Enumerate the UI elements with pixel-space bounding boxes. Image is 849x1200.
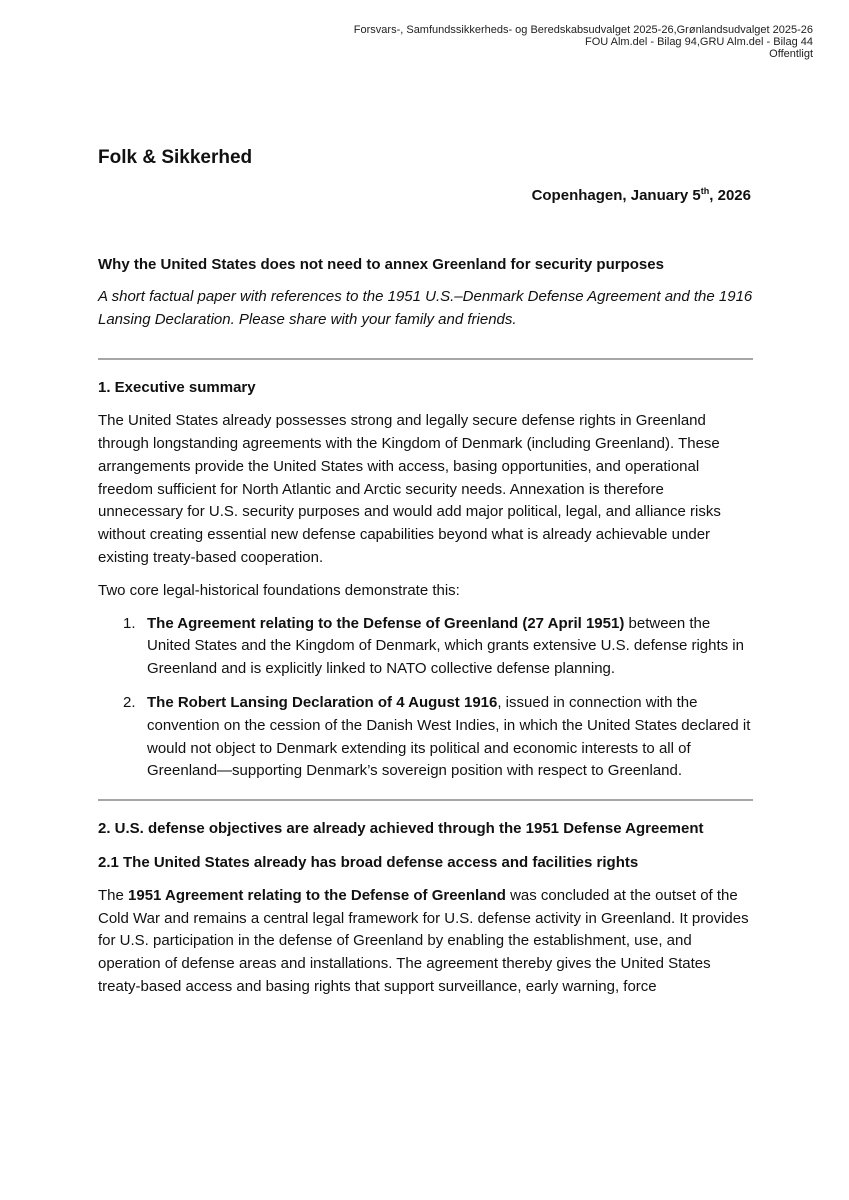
list-item-text: between the United States and the Kingdom of Denmark, which grants extensive U.S. defense rights in Greenland and is explicitly linked to NATO collective defense planning. [147, 614, 744, 678]
list-item-title: The Robert Lansing Declaration of 4 August 1916 [147, 693, 498, 711]
document-body [98, 254, 753, 999]
stamp-line-annex: FOU Alm.del - Bilag 94,GRU Alm.del - Bilag 44 [584, 36, 813, 48]
dateline [532, 187, 751, 204]
stamp-line-status: Offentligt [769, 48, 813, 60]
section-divider [98, 358, 753, 360]
section-2-heading: 2. U.S. defense objectives are already achieved through the 1951 Defense Agreement [98, 820, 704, 838]
list-item [98, 692, 753, 783]
list-item-number: 1. [123, 614, 136, 632]
foundations-list [98, 613, 753, 784]
executive-summary-paragraph: The United States already possesses strong and legally secure defense rights in Greenland through longstanding agreements with the Kingdom of Denmark (including Greenland). These arrangements provide the United States with access, basing opportunities, and operational freedom sufficient for North Atlantic and Arctic security needs. Annexation is therefore unnecessary for U.S. security purposes and would add major political, legal, and alliance risks without creating essential new defense capabilities beyond what is already achievable under existing treaty-based cooperation. [98, 412, 721, 566]
list-item-title: The Agreement relating to the Defense of Greenland (27 April 1951) [147, 614, 625, 632]
section-divider [98, 799, 753, 801]
list-item-number: 2. [123, 693, 136, 711]
list-item-text: , issued in connection with the convention on the cession of the Danish West Indies, in which the United States declared it would not object to Denmark extending its political and economic interests to all of Greenland—supporting Denmark’s sovereign position with respect to Greenland. [147, 693, 751, 780]
date-prefix: Copenhagen, January 5 [531, 187, 701, 204]
organization-name: Folk & Sikkerhed [98, 147, 253, 168]
list-item [98, 613, 753, 681]
date-ordinal: th [700, 186, 710, 196]
subsection-2-1-heading: 2.1 The United States already has broad defense access and facilities rights [98, 853, 639, 871]
stamp-line-committees: Forsvars-, Samfundssikkerheds- og Beredskabsudvalget 2025-26,Grønlandsudvalget 2025-26 [353, 24, 813, 36]
agreement-name: 1951 Agreement relating to the Defense of Greenland [128, 886, 506, 904]
paragraph-lead: The [98, 886, 129, 904]
document-title: Why the United States does not need to annex Greenland for security purposes [98, 256, 664, 273]
foundations-intro: Two core legal-historical foundations demonstrate this: [98, 581, 460, 599]
document-subtitle: A short factual paper with references to the 1951 U.S.–Denmark Defense Agreement and the 1916 Lansing Declaration. Please share with your family and friends. [98, 287, 753, 328]
date-suffix: , 2026 [709, 187, 751, 204]
subsection-2-1-paragraph [98, 885, 753, 999]
document-stamp [354, 24, 813, 60]
section-1-heading: 1. Executive summary [98, 379, 256, 397]
paragraph-text: was concluded at the outset of the Cold War and remains a central legal framework for U.S. defense activity in Greenland. It provides for U.S. participation in the defense of Greenland by enabling the establishment, use, and operation of defense areas and installations. The agreement thereby gives the United States treaty-based access and basing rights that support surveillance, early warning, force [98, 886, 749, 995]
